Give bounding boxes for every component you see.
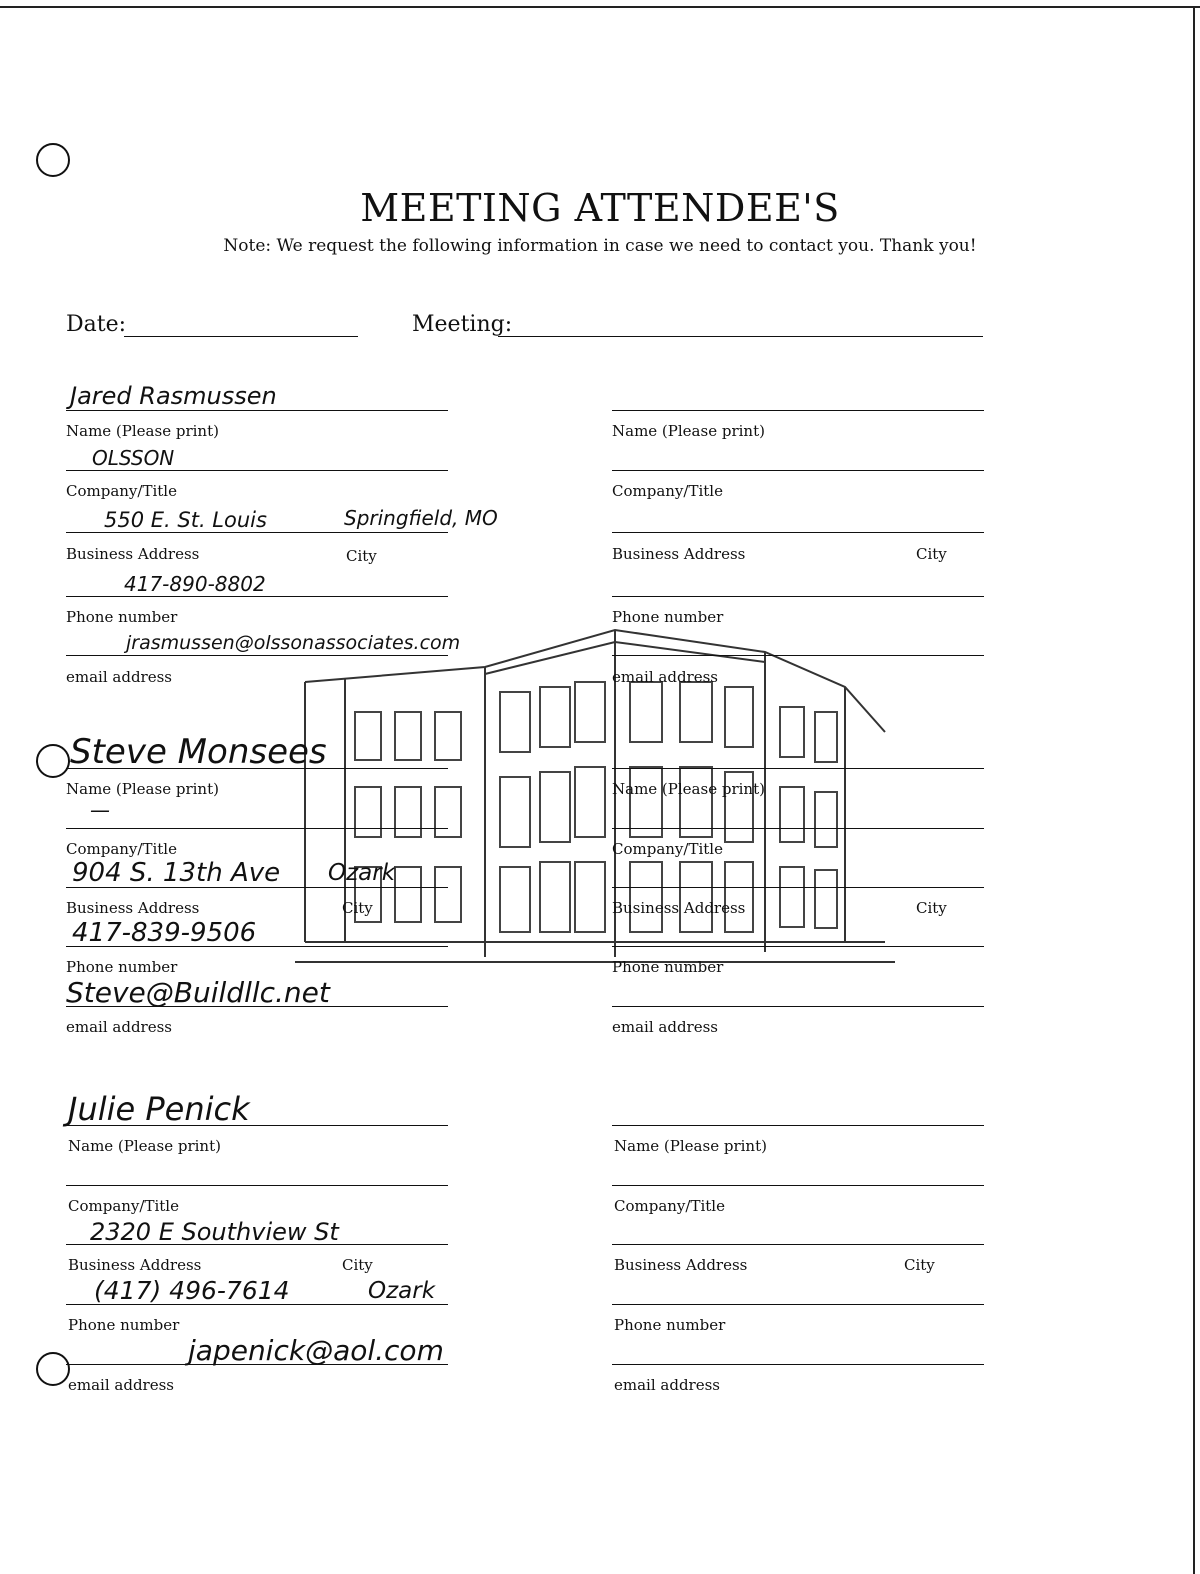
entry-1-address-value: 550 E. St. Louis bbox=[104, 508, 267, 532]
date-field-line bbox=[124, 336, 358, 337]
entry-3-phone-label: Phone number bbox=[68, 1316, 180, 1334]
entry-1-phone-label: Phone number bbox=[66, 608, 178, 626]
right-entry-1-email-line bbox=[612, 655, 984, 656]
entry-3-address-value: 2320 E Southview St bbox=[90, 1218, 339, 1246]
entry-2-phone-label: Phone number bbox=[66, 958, 178, 976]
entry-1-phone-value: 417-890-8802 bbox=[124, 572, 266, 596]
right-entry-2-company-line bbox=[612, 828, 984, 829]
right-entry-2-email-line bbox=[612, 1006, 984, 1007]
right-entry-3-address-label: Business Address bbox=[614, 1256, 748, 1274]
entry-3-company-label: Company/Title bbox=[68, 1197, 179, 1215]
entry-2-email-label: email address bbox=[66, 1018, 172, 1036]
right-entry-2-name-label: Name (Please print) bbox=[612, 780, 765, 798]
entry-1-email-line bbox=[66, 655, 448, 656]
right-entry-3-email-label: email address bbox=[614, 1376, 720, 1394]
entry-3-city-value: Ozark bbox=[368, 1278, 436, 1304]
right-entry-3-email-line bbox=[612, 1364, 984, 1365]
right-entry-1-name-label: Name (Please print) bbox=[612, 422, 765, 440]
right-entry-2-city-label: City bbox=[916, 899, 947, 917]
right-entry-1-name-line bbox=[612, 410, 984, 411]
right-entry-3-phone-label: Phone number bbox=[614, 1316, 726, 1334]
entry-3-city-label: City bbox=[342, 1256, 373, 1274]
entry-2-company-label: Company/Title bbox=[66, 840, 177, 858]
entry-1-name-value: Jared Rasmussen bbox=[70, 382, 277, 410]
right-entry-1-phone-line bbox=[612, 596, 984, 597]
right-entry-3-address-line bbox=[612, 1244, 984, 1245]
meeting-field-line bbox=[498, 336, 983, 337]
entry-3-email-label: email address bbox=[68, 1376, 174, 1394]
meeting-label: Meeting: bbox=[412, 312, 513, 337]
entry-1-city-value: Springfield, MO bbox=[344, 506, 498, 530]
right-entry-1-company-line bbox=[612, 470, 984, 471]
entry-1-company-label: Company/Title bbox=[66, 482, 177, 500]
entry-2-email-value: Steve@Buildllc.net bbox=[66, 976, 330, 1009]
entry-1-city-label: City bbox=[346, 547, 377, 565]
page-border-right bbox=[1193, 6, 1195, 1574]
entry-1-email-value: jrasmussen@olssonassociates.com bbox=[126, 632, 461, 654]
right-entry-2-phone-line bbox=[612, 946, 984, 947]
right-entry-1-email-label: email address bbox=[612, 668, 718, 686]
right-entry-2-address-line bbox=[612, 887, 984, 888]
entry-1-address-line bbox=[66, 532, 448, 533]
instruction-note: Note: We request the following information in case we need to contact you. Thank you! bbox=[223, 236, 977, 256]
right-entry-1-city-label: City bbox=[916, 545, 947, 563]
entry-2-company-value: — bbox=[90, 798, 110, 822]
right-entry-1-phone-label: Phone number bbox=[612, 608, 724, 626]
right-entry-3-company-label: Company/Title bbox=[614, 1197, 725, 1215]
entry-3-phone-value: (417) 496-7614 bbox=[94, 1276, 290, 1305]
page-title: MEETING ATTENDEE'S bbox=[360, 186, 840, 230]
entry-3-address-label: Business Address bbox=[68, 1256, 202, 1274]
entry-1-phone-line bbox=[66, 596, 448, 597]
right-entry-2-phone-label: Phone number bbox=[612, 958, 724, 976]
right-entry-3-name-line bbox=[612, 1125, 984, 1126]
entry-2-phone-value: 417-839-9506 bbox=[72, 918, 257, 948]
entry-3-company-line bbox=[66, 1185, 448, 1186]
right-entry-3-company-line bbox=[612, 1185, 984, 1186]
entry-2-city-value: Ozark bbox=[328, 860, 396, 886]
right-entry-2-address-label: Business Address bbox=[612, 899, 746, 917]
right-entry-3-city-label: City bbox=[904, 1256, 935, 1274]
punch-hole-top bbox=[36, 143, 70, 177]
page-border-top bbox=[0, 6, 1200, 8]
entry-2-address-value: 904 S. 13th Ave bbox=[72, 858, 281, 888]
entry-2-city-label: City bbox=[342, 899, 373, 917]
entry-1-address-label: Business Address bbox=[66, 545, 200, 563]
entry-1-email-label: email address bbox=[66, 668, 172, 686]
punch-hole-bottom bbox=[36, 1352, 70, 1386]
entry-1-name-line bbox=[66, 410, 448, 411]
entry-1-company-value: OLSSON bbox=[92, 446, 175, 470]
entry-2-address-label: Business Address bbox=[66, 899, 200, 917]
building-watermark bbox=[285, 612, 905, 992]
right-entry-2-email-label: email address bbox=[612, 1018, 718, 1036]
entry-3-name-value: Julie Penick bbox=[68, 1090, 250, 1128]
right-entry-1-company-label: Company/Title bbox=[612, 482, 723, 500]
punch-hole-middle bbox=[36, 744, 70, 778]
right-entry-3-phone-line bbox=[612, 1304, 984, 1305]
right-entry-3-name-label: Name (Please print) bbox=[614, 1137, 767, 1155]
entry-2-name-label: Name (Please print) bbox=[66, 780, 219, 798]
date-label: Date: bbox=[66, 312, 127, 337]
right-entry-1-address-label: Business Address bbox=[612, 545, 746, 563]
entry-1-name-label: Name (Please print) bbox=[66, 422, 219, 440]
entry-2-company-line bbox=[66, 828, 448, 829]
right-entry-1-address-line bbox=[612, 532, 984, 533]
entry-3-email-value: japenick@aol.com bbox=[188, 1334, 444, 1367]
entry-1-company-line bbox=[66, 470, 448, 471]
entry-3-name-label: Name (Please print) bbox=[68, 1137, 221, 1155]
right-entry-2-name-line bbox=[612, 768, 984, 769]
entry-2-name-value: Steve Monsees bbox=[70, 732, 327, 772]
right-entry-2-company-label: Company/Title bbox=[612, 840, 723, 858]
